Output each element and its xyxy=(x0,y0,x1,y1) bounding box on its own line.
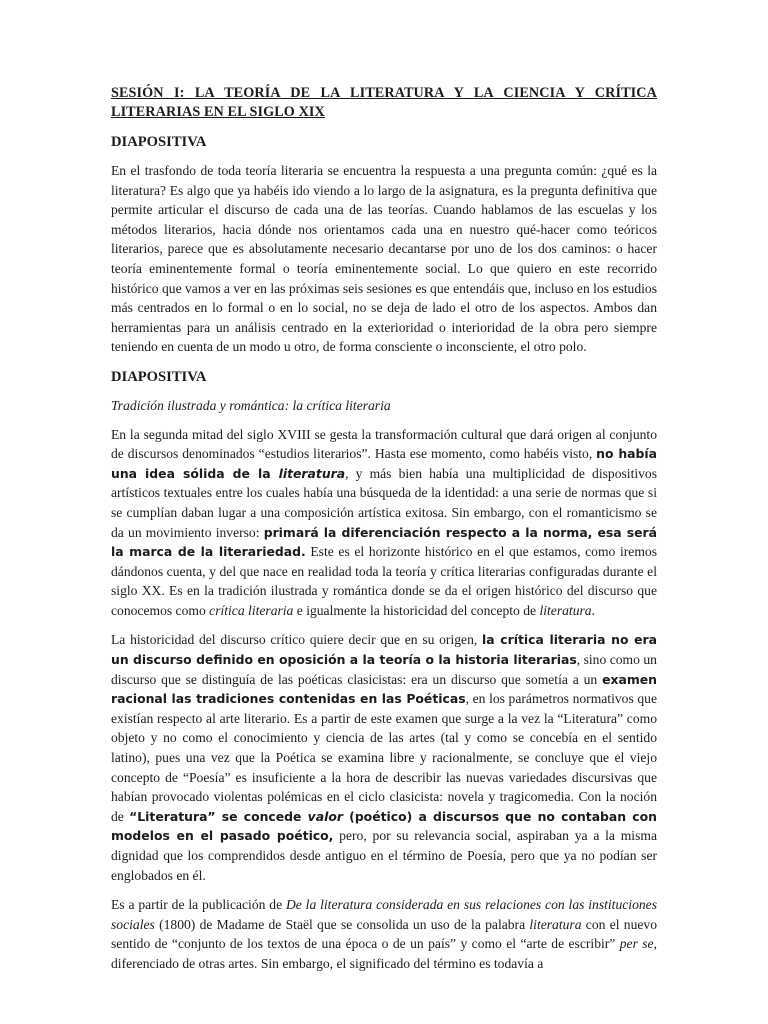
text-run: . xyxy=(591,602,595,618)
text-run: Este es el horizonte histórico en el que estamos, como iremos dándonos cuenta, y del que nace en realidad toda la teoría y crítica literarias configuradas durante el siglo XX. Es en la tradición ilustrada y romántica donde se da el origen histórico del discurso que conocemos como xyxy=(111,544,657,618)
text-run: La historicidad del discurso crítico quiere decir que en su origen, xyxy=(111,632,482,648)
section-heading: DIAPOSITIVA xyxy=(111,134,207,150)
text-run: Es a partir de la publicación de xyxy=(111,897,286,913)
paragraph-tradition xyxy=(111,425,657,621)
text-run: (1800) de Madame de Staël que se consolida un uso de la palabra xyxy=(154,916,530,932)
text-run: , y más bien había una multiplicidad de dispositivos artísticos textuales entre los cuales había una búsqueda de la identidad: a una serie de normas que si se cumplían daban lugar a una composición artística exitosa. Sin embargo, con el romanticismo se da un movimiento inverso: xyxy=(111,465,658,540)
bold-italic-text: valor xyxy=(307,808,343,824)
italic-text: literatura xyxy=(529,916,582,932)
bold-italic-text: literatura xyxy=(278,465,346,481)
text-run: , diferenciado de otras artes. Sin embargo, el significado del término es todavía a xyxy=(111,936,657,971)
italic-text: literatura xyxy=(539,602,592,618)
section-subtitle: Tradición ilustrada y romántica: la crítica literaria xyxy=(111,397,391,413)
bold-text: (poético) a discursos que no contaban con modelos en el pasado poético, xyxy=(111,808,657,844)
text-run: e igualmente la historicidad del concepto de xyxy=(293,602,540,618)
paragraph-historicity xyxy=(111,630,657,885)
paragraph-stael xyxy=(111,895,657,973)
italic-text: crítica literaria xyxy=(209,602,294,618)
bold-text: primará la diferenciación respecto a la norma, esa será la marca de la literariedad. xyxy=(111,524,657,560)
document-body xyxy=(111,84,657,984)
session-title: SESIÓN I: LA TEORÍA DE LA LITERATURA Y LA CIENCIA Y CRÍTICA LITERARIAS EN EL SIGLO XIX xyxy=(111,85,657,120)
bold-text: no había una idea sólida de la xyxy=(111,446,657,481)
text-run: , en los parámetros normativos que existían respecto al arte literario. Es a partir de este examen que surge a la vez la “Literatura” como objeto y no como el conocimiento y ciencia de las artes (tal y como se concebía en el sentido latino), pues una vez que la Poética se examina libre y racionalmente, se concluye que el viejo concepto de “Poesía” es insuficiente a la hora de describir las nuevas variedades discursivas que habían provocado violentas polémicas en el ciclo clasicista: novela y tragicomedia. Con la noción de xyxy=(111,691,657,824)
section-heading: DIAPOSITIVA xyxy=(111,368,207,385)
bold-text: examen racional las tradiciones contenidas en las Poéticas xyxy=(111,671,657,707)
text-run: pero, por su relevancia social, aspiraban ya a la misma dignidad que los comprendidos desde antiguo en el término de Poesía, pero que ya no podían ser englobados en él. xyxy=(111,828,657,883)
text-run: , sino como un discurso que se distinguía de las poéticas clasicistas: era un discurso que sometía a un xyxy=(111,652,657,687)
bold-text: “Literatura” se concede xyxy=(129,808,308,824)
italic-text: per se xyxy=(619,936,654,952)
text-run: En la segunda mitad del siglo XVIII se gesta la transformación cultural que dará origen al conjunto de discursos denominados “estudios literarios”. Hasta ese momento, como habéis visto, xyxy=(111,426,657,462)
paragraph-intro: En el trasfondo de toda teoría literaria se encuentra la respuesta a una pregunta común: ¿qué es la literatura? Es algo que ya habéis ido viendo a lo largo de la asignatura, es la pregunta definitiva que permite articular el discurso de cada una de las teorías. Cuando hablamos de las escuelas y los métodos literarios, hacia dónde nos orientamos cada una en nuestro qué-hacer como teóricos literarios, parece que es absolutamente necesario decantarse por uno de los dos caminos: o hacer teoría eminentemente formal o teoría eminentemente social. Lo que quiero en este recorrido histórico que vamos a ver en las próximas seis sesiones es que entendáis que, incluso en los estudios más centrados en lo formal o en lo social, no se deja de lado el otro de los aspectos. Ambos dan herramientas para un análisis centrado en la exterioridad o interioridad de la obra pero siempre teniendo en cuenta de un modo u otro, de forma consciente o inconsciente, el otro polo. xyxy=(111,163,657,355)
text-run: con el nuevo sentido de “conjunto de los textos de una época o de un país” y como el “arte de escribir” xyxy=(111,916,658,952)
bold-text: la crítica literaria no era un discurso definido en oposición a la teoría o la historia literarias xyxy=(111,632,657,668)
italic-text: De la literatura considerada en sus relaciones con las instituciones sociales xyxy=(111,897,657,932)
